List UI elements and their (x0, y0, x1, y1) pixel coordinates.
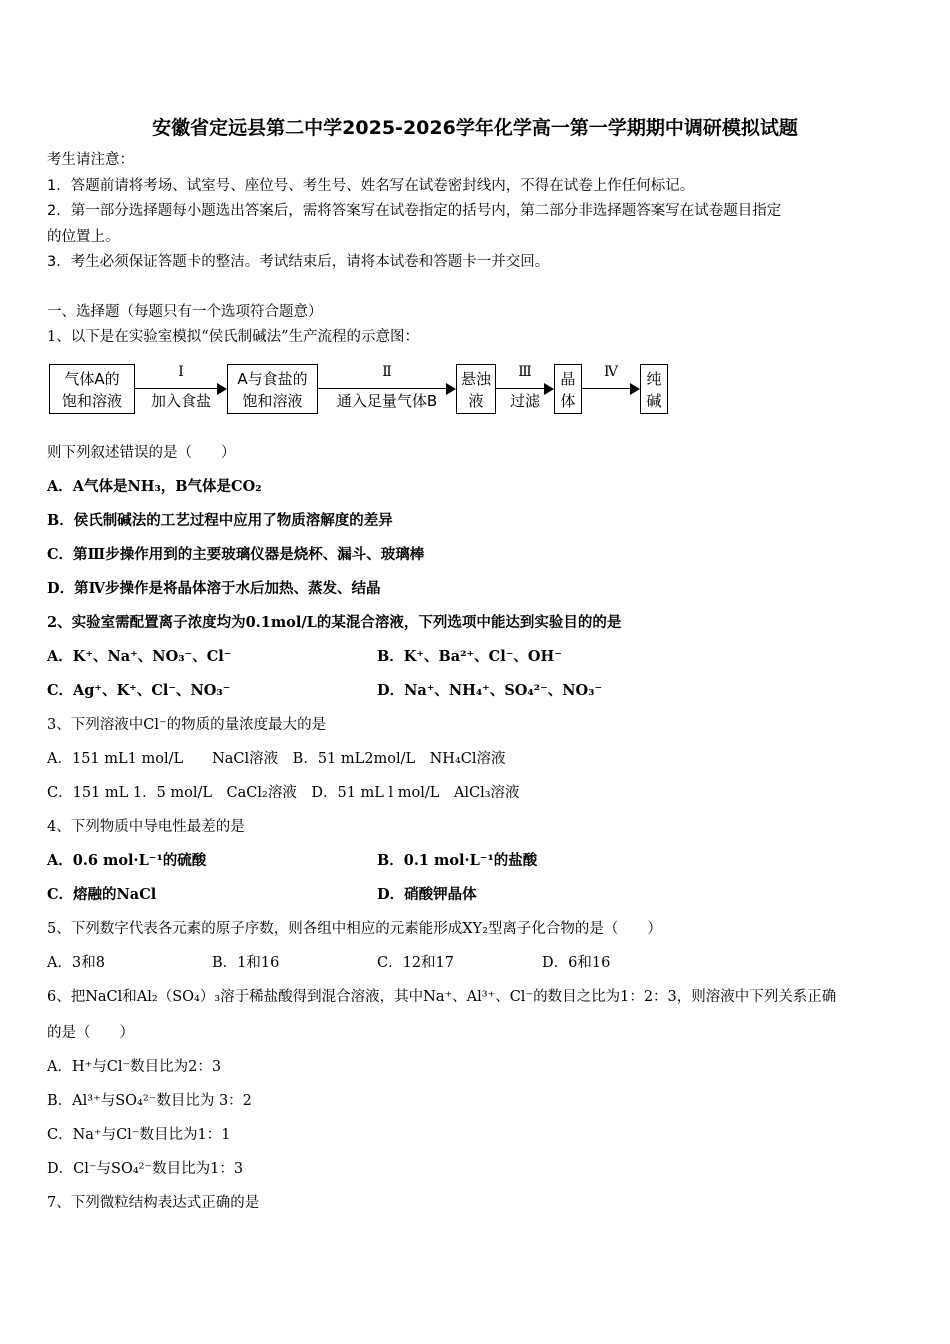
flow-box-salt-solution (227, 364, 318, 414)
question-3-stem: 3、下列溶液中Cl⁻的物质的量浓度最大的是 (47, 717, 327, 733)
flow-arrow-4 (582, 362, 640, 414)
option-d: D．Cl⁻与SO₄²⁻数目比为1：3 (47, 1161, 244, 1177)
flow-box-line: 体 (560, 392, 576, 410)
question-1-stem: 1、以下是在实验室模拟“侯氏制碱法”生产流程的示意图： (47, 329, 420, 345)
option-b: B．K⁺、Ba²⁺、Cl⁻、OH⁻ (377, 648, 562, 665)
option-d: D．第Ⅳ步操作是将晶体溶于水后加热、蒸发、结晶 (47, 580, 381, 597)
notice-header: 考生请注意： (47, 152, 134, 168)
flow-step-label: Ⅱ (382, 364, 392, 380)
flow-box-line: 气体A的 (64, 370, 120, 388)
flow-box-line: 悬浊 (460, 370, 491, 388)
option-row: A．151 mL1 mol/L NaCl溶液 B．51 mL2mol/L NH₄Cl溶液 (47, 751, 506, 767)
option-c: C．熔融的NaCl (47, 886, 157, 903)
option-b: B．0.1 mol·L⁻¹的盐酸 (377, 852, 538, 869)
notice-item: 2．第一部分选择题每小题选出答案后，需将答案写在试卷指定的括号内，第二部分非选择题答案写在试卷题目指定 (47, 203, 782, 219)
flow-step-action: 加入食盐 (150, 392, 211, 410)
flow-step-label: Ⅰ (178, 364, 184, 380)
flow-arrow-2 (318, 362, 456, 414)
flow-box-line: 饱和溶液 (242, 392, 303, 410)
option-a: A．3和8 (47, 955, 105, 971)
option-c: C．第Ⅲ步操作用到的主要玻璃仪器是烧杯、漏斗、玻璃棒 (47, 546, 425, 563)
flow-arrow-1 (135, 362, 227, 414)
option-c: C．Na⁺与Cl⁻数目比为1：1 (47, 1127, 231, 1143)
option-row: C．151 mL 1．5 mol/L CaCl₂溶液 D．51 mL l mol/L AlCl₃溶液 (47, 785, 520, 801)
notice-item: 3．考生必须保证答题卡的整洁。考试结束后，请将本试卷和答题卡一并交回。 (47, 254, 550, 270)
flow-box-line: 晶 (560, 370, 576, 388)
flow-box-line: 液 (468, 392, 484, 410)
flow-step-action: 过滤 (509, 392, 540, 410)
option-c: C．Ag⁺、K⁺、Cl⁻、NO₃⁻ (47, 682, 231, 699)
option-d: D．硝酸钾晶体 (377, 886, 477, 903)
flow-step-action: 通入足量气体B (336, 392, 438, 410)
option-b: B．Al³⁺与SO₄²⁻数目比为 3：2 (47, 1093, 252, 1109)
flow-step-label: Ⅲ (518, 364, 532, 380)
flow-box-line: A与食盐的 (237, 370, 308, 388)
question-6-stem: 6、把NaCl和Al₂（SO₄）₃溶于稀盐酸得到混合溶液，其中Na⁺、Al³⁺、Cl⁻的数目之比为1：2：3，则溶液中下列关系正确 (47, 989, 837, 1005)
option-a: A．K⁺、Na⁺、NO₃⁻、Cl⁻ (47, 648, 232, 665)
flow-box-line: 饱和溶液 (61, 392, 122, 410)
question-5-stem: 5、下列数字代表各元素的原子序数，则各组中相应的元素能形成XY₂型离子化合物的是（ ） (47, 921, 662, 937)
flow-box-gas-a (49, 364, 135, 414)
question-2-stem: 2、实验室需配置离子浓度均为0.1mol/L的某混合溶液，下列选项中能达到实验目的的是 (47, 614, 622, 631)
section-heading: 一、选择题（每题只有一个选项符合题意） (47, 304, 323, 320)
flow-box-soda (640, 364, 668, 414)
question-7-stem: 7、下列微粒结构表达式正确的是 (47, 1195, 260, 1211)
option-d: D．6和16 (542, 955, 611, 971)
notice-item: 1．答题前请将考场、试室号、座位号、考生号、姓名写在试卷密封线内，不得在试卷上作任何标记。 (47, 178, 695, 194)
flow-box-line: 碱 (646, 392, 662, 410)
question-4-stem: 4、下列物质中导电性最差的是 (47, 819, 245, 835)
flow-box-suspension (456, 364, 496, 414)
option-b: B．侯氏制碱法的工艺过程中应用了物质溶解度的差异 (47, 512, 393, 529)
question-6-stem-cont: 的是（ ） (47, 1025, 134, 1041)
exam-title: 安徽省定远县第二中学2025-2026学年化学高一第一学期期中调研模拟试题 (152, 117, 798, 139)
question-1-prompt: 则下列叙述错误的是（ ） (47, 445, 236, 461)
option-d: D．Na⁺、NH₄⁺、SO₄²⁻、NO₃⁻ (377, 682, 603, 699)
flow-step-label: Ⅳ (604, 364, 618, 380)
option-c: C．12和17 (377, 955, 454, 971)
flow-arrow-3 (496, 362, 554, 414)
option-b: B．1和16 (212, 955, 280, 971)
option-a: A．A气体是NH₃，B气体是CO₂ (47, 478, 262, 495)
option-a: A．H⁺与Cl⁻数目比为2：3 (47, 1059, 222, 1075)
notice-item: 的位置上。 (47, 229, 120, 245)
option-a: A．0.6 mol·L⁻¹的硫酸 (47, 852, 207, 869)
flow-box-line: 纯 (646, 370, 662, 388)
flow-box-crystal (554, 364, 582, 414)
flow-diagram (47, 361, 677, 417)
